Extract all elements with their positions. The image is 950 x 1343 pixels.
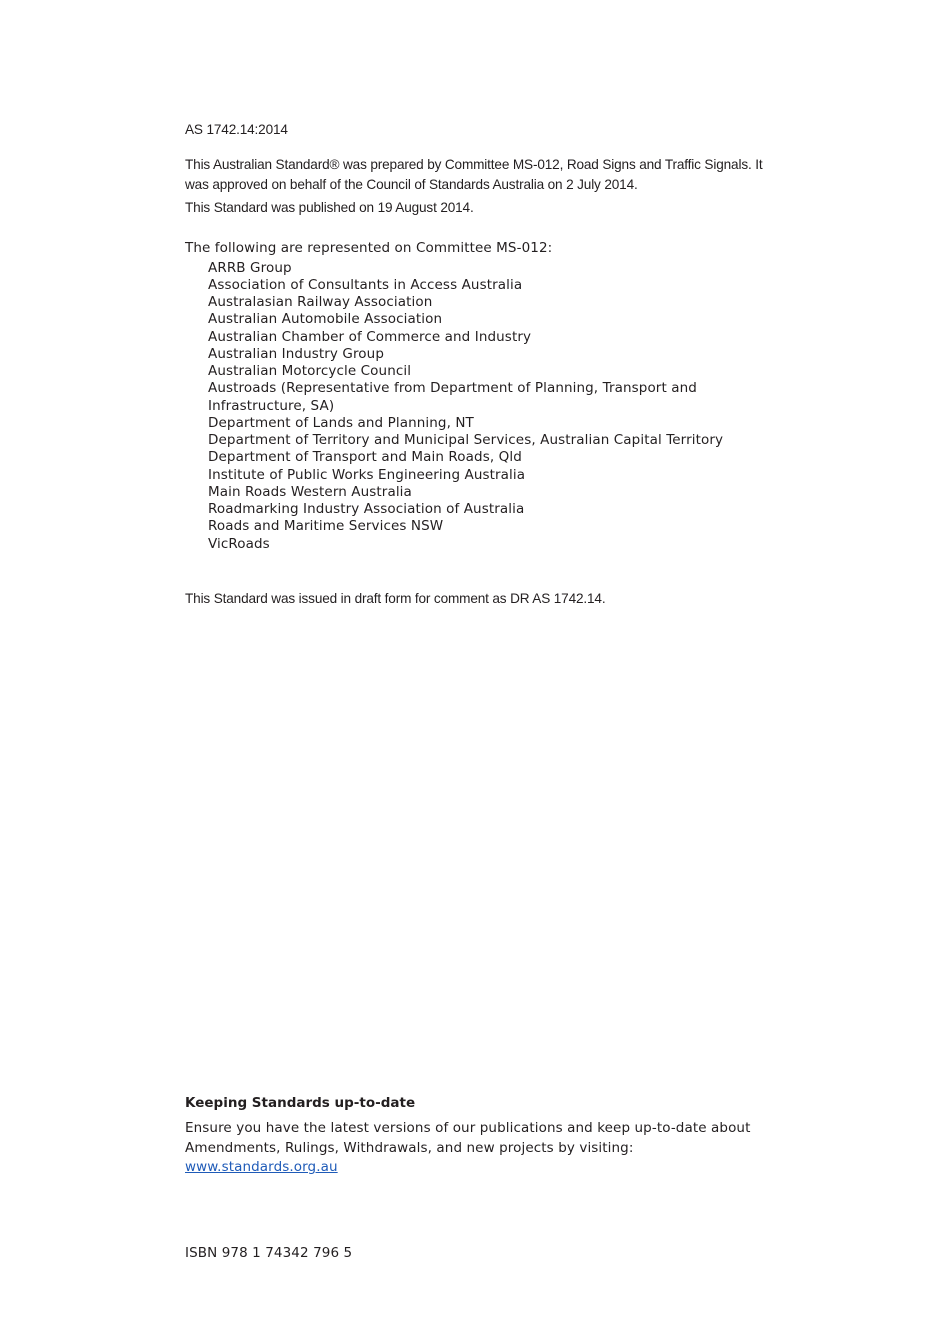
committee-member-list	[208, 260, 768, 553]
standards-website-link[interactable]: www.standards.org.au	[185, 1159, 338, 1175]
committee-member: Australian Automobile Association	[208, 311, 443, 328]
approval-statement: This Australian Standard® was prepared by Committee MS-012, Road Signs and Traffic Signals. It was approved on behalf of the Council of Standards Australia on 2 July 2014.	[185, 157, 763, 192]
committee-member: Roadmarking Industry Association of Australia	[208, 501, 525, 517]
committee-member: Department of Lands and Planning, NT	[208, 414, 474, 431]
committee-member: Australasian Railway Association	[208, 294, 433, 310]
committee-member: VicRoads	[208, 535, 270, 552]
committee-member: Department of Territory and Municipal Services, Australian Capital Territory	[208, 432, 724, 448]
publication-date-statement: This Standard was published on 19 August 2014.	[185, 200, 474, 215]
committee-member: Australian Motorcycle Council	[208, 363, 412, 379]
committee-member: Association of Consultants in Access Australia	[208, 276, 523, 293]
committee-member: Austroads (Representative from Department of Planning, Transport and Infrastructure, SA)	[208, 380, 697, 414]
committee-member: Australian Industry Group	[208, 345, 384, 362]
isbn: ISBN 978 1 74342 796 5	[185, 1245, 353, 1261]
committee-member: ARRB Group	[208, 259, 292, 276]
keeping-standards-heading: Keeping Standards up-to-date	[185, 1095, 416, 1111]
keeping-standards-text	[185, 1119, 785, 1178]
committee-member: Roads and Maritime Services NSW	[208, 518, 444, 535]
committee-heading: The following are represented on Committee MS-012:	[185, 240, 553, 256]
keeping-standards-body: Ensure you have the latest versions of our publications and keep up-to-date about Amendments, Rulings, Withdrawals, and new projects by visiting:	[185, 1120, 751, 1156]
committee-member: Main Roads Western Australia	[208, 483, 412, 500]
committee-member: Department of Transport and Main Roads, Qld	[208, 449, 522, 466]
draft-note: This Standard was issued in draft form for comment as DR AS 1742.14.	[185, 591, 606, 606]
committee-member: Institute of Public Works Engineering Australia	[208, 466, 526, 483]
document-id: AS 1742.14:2014	[185, 122, 288, 137]
committee-member: Australian Chamber of Commerce and Industry	[208, 328, 532, 345]
